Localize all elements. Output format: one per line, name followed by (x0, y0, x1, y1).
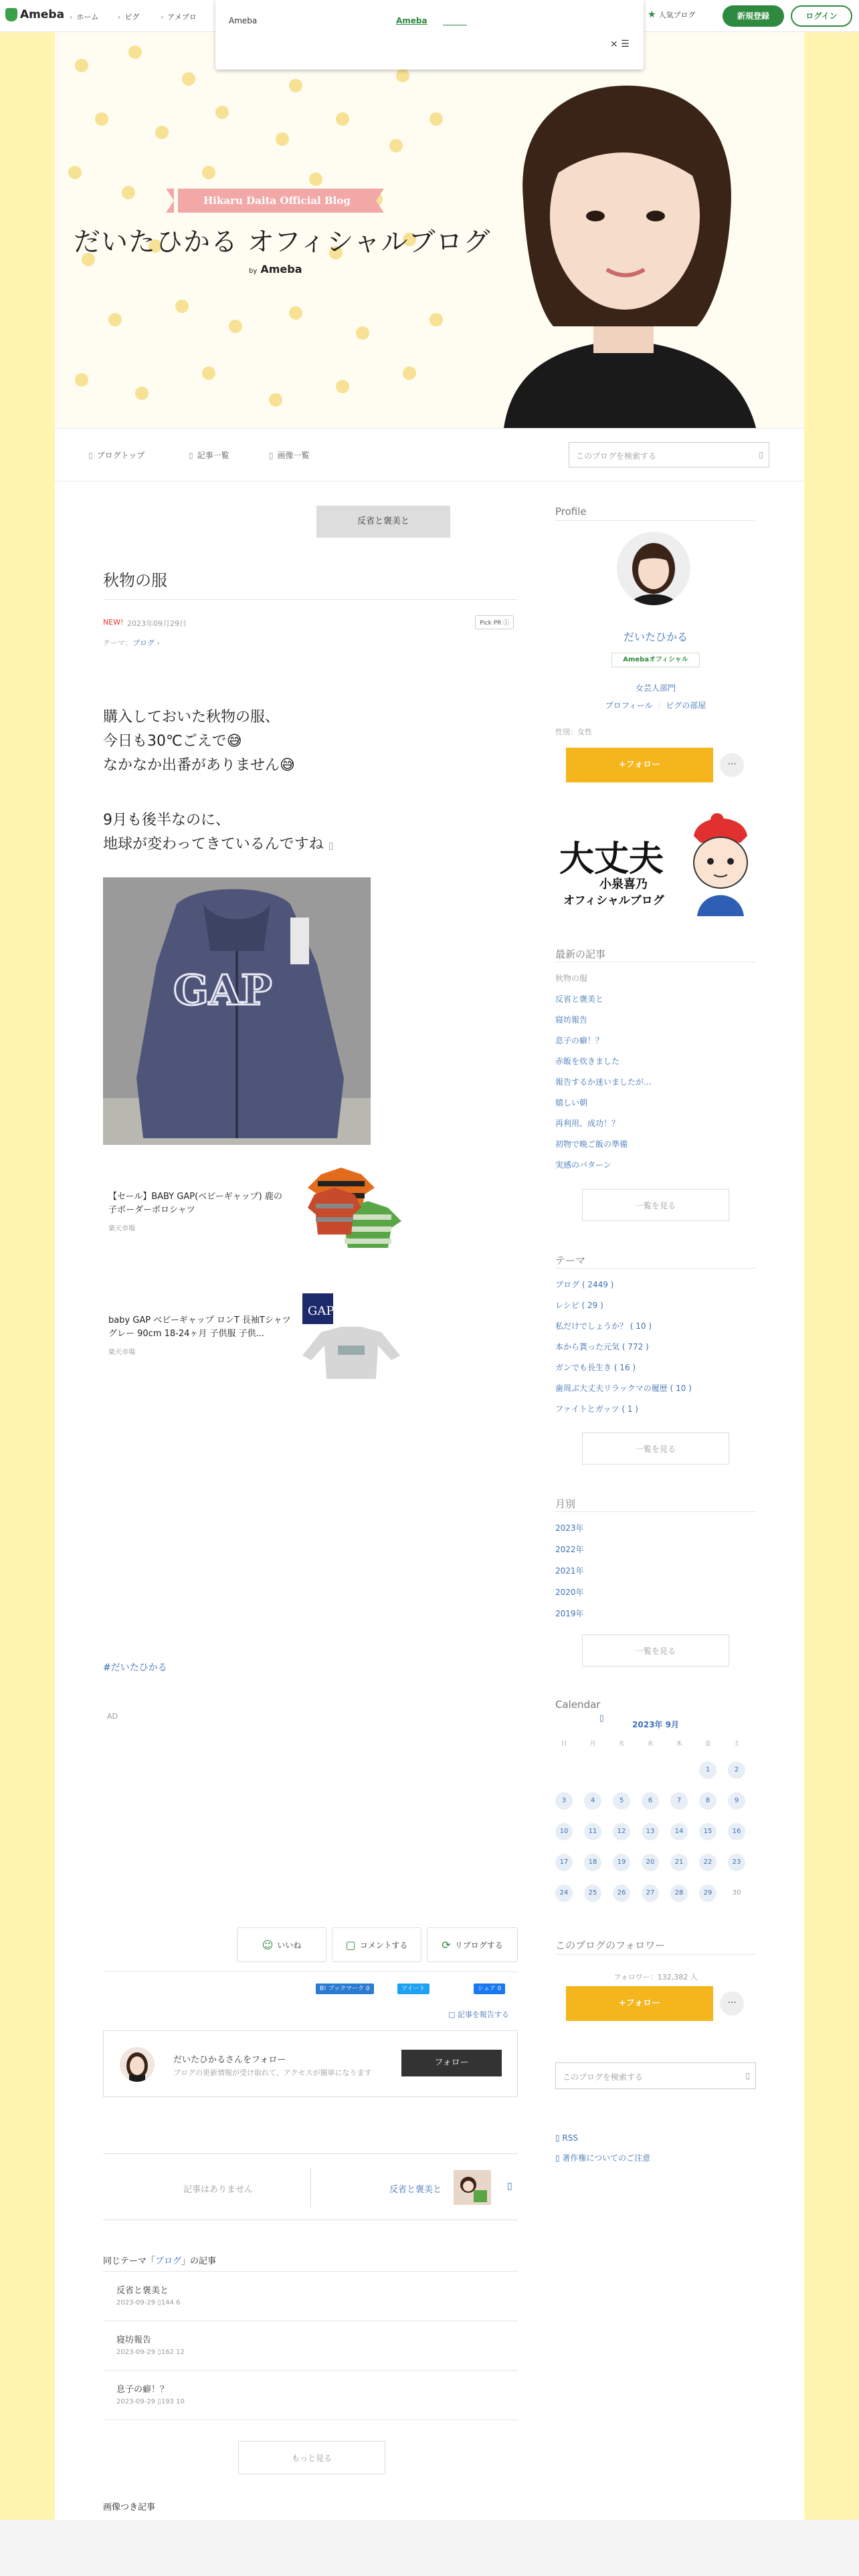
notification-popup (215, 0, 644, 70)
calendar-day[interactable]: 25 (584, 1885, 601, 1902)
reblog-button[interactable]: ⟳ リブログする (427, 1927, 518, 1962)
calendar-weekday: 火 (618, 1741, 625, 1747)
more-options-icon[interactable]: ··· (720, 753, 744, 777)
calendar-weekday: 日 (561, 1741, 567, 1747)
latest-article-2[interactable]: 反省と褒美と (555, 994, 604, 1004)
banner-character-illustration (684, 809, 757, 916)
follow-button-followers[interactable]: +フォロー (566, 1986, 713, 2021)
calendar-day[interactable]: 29 (699, 1885, 717, 1902)
calendar-month: 2023年 9月 (632, 1720, 679, 1729)
profile-gender: 性別：女性 (555, 728, 592, 736)
new-badge: NEW! (103, 618, 124, 627)
copyright-icon: ▯ (555, 2153, 563, 2163)
rss-icon: ▯ (555, 2133, 563, 2143)
header-dot (336, 380, 349, 393)
calendar-day[interactable]: 9 (728, 1792, 745, 1810)
calendar-day[interactable]: 3 (555, 1792, 573, 1810)
follow-box: だいたひかるさんをフォロー ブログの更新情報が受け取れて、アクセスが簡単になります フォロー (103, 2030, 518, 2097)
header-dot (269, 393, 282, 407)
profile-avatar[interactable] (617, 532, 690, 605)
calendar-heading: Calendar (555, 1699, 601, 1711)
ad-label: AD (107, 1712, 118, 1721)
star-icon: ★ (648, 9, 656, 20)
related-article-2[interactable]: 寝坊報告 (116, 2335, 152, 2345)
month-more-button[interactable]: 一覧を見る (582, 1634, 729, 1667)
smile-icon: ☺ (262, 1938, 274, 1951)
nav-ameblo[interactable]: › アメブロ (161, 11, 197, 22)
related-meta-3: 2023-09-29 ▯193 10 (116, 2398, 185, 2405)
latest-article-1[interactable]: 秋物の服 (555, 974, 588, 983)
search-icon[interactable]: ▯ (759, 450, 763, 459)
calendar-day[interactable]: 22 (699, 1854, 717, 1871)
calendar-weekday: 木 (676, 1741, 682, 1747)
popular-blog-link[interactable]: ★ 人気ブログ (648, 9, 696, 20)
blog-title[interactable]: だいたひかる オフィシャルブログ (74, 227, 491, 257)
login-button[interactable]: ログイン (791, 5, 852, 27)
followers-heading: このブログのフォロワー (555, 1939, 666, 1951)
article-date: 2023年09月29日 (127, 619, 187, 628)
header-dot (356, 326, 369, 340)
header-dot (135, 387, 149, 400)
followers-count: フォロワー：132,382 人 (613, 1973, 698, 1981)
blog-subnav (55, 428, 804, 481)
header-dot (430, 313, 443, 326)
calendar-day[interactable]: 17 (555, 1854, 573, 1871)
blog-search-input[interactable]: このブログを検索する ▯ (569, 442, 769, 467)
calendar-day[interactable]: 30 (728, 1885, 745, 1902)
nav-home[interactable]: › ホーム (70, 11, 98, 22)
calendar-day[interactable]: 26 (613, 1885, 630, 1902)
related-meta-2: 2023-09-29 ▯162 12 (116, 2349, 185, 2356)
month-link-2[interactable]: 2022年 (555, 1545, 584, 1554)
prev-article-link[interactable]: 反省と褒美と (389, 2185, 442, 2195)
latest-heading: 最新の記事 (555, 948, 606, 960)
calendar-day[interactable]: 27 (642, 1885, 659, 1902)
facebook-share-button[interactable]: シェア 0 (474, 1983, 505, 1994)
comment-icon: ▢ (345, 1938, 356, 1951)
product-card-1[interactable]: 【セール】BABY GAP(ベビーギャップ) 鹿の子ボーダーポロシャツ 楽天市場 (108, 1192, 282, 1232)
more-related-button[interactable]: もっと見る (238, 2441, 385, 2474)
calendar-day[interactable]: 20 (642, 1854, 659, 1871)
ameba-logo[interactable]: Ameba (5, 8, 64, 21)
ad-banner-daijoubu[interactable]: 大丈夫 小泉喜乃 オフィシャルブログ (559, 809, 760, 916)
report-icon: ▢ (448, 2010, 458, 2019)
theme-heading: テーマ (555, 1255, 586, 1267)
calendar-day[interactable]: 23 (728, 1854, 745, 1871)
calendar-day[interactable]: 13 (642, 1823, 659, 1840)
report-link[interactable]: ▢ 記事を報告する (448, 2010, 509, 2019)
article-title: 秋物の服 (103, 571, 167, 590)
header-dot (68, 166, 82, 179)
header-dot (155, 126, 169, 139)
header-portrait (443, 59, 804, 428)
latest-more-button[interactable]: 一覧を見る (582, 1189, 729, 1221)
month-link-4[interactable]: 2020年 (555, 1588, 584, 1597)
header-dot (403, 366, 416, 380)
related-article-1[interactable]: 反省と褒美と (116, 2286, 169, 2296)
theme-link-5[interactable]: ガンでも長生き ( 16 ) (555, 1363, 636, 1372)
calendar-day[interactable]: 7 (670, 1792, 688, 1810)
article-pager (103, 2153, 518, 2220)
theme-link[interactable]: ブログ (132, 639, 155, 647)
theme-link-1[interactable]: ブログ ( 2449 ) (555, 1280, 614, 1289)
product-image-polo[interactable] (301, 1168, 401, 1261)
article-photo-jacket (103, 877, 371, 1145)
blog-header (55, 32, 804, 428)
theme-link-7[interactable]: ファイトとガッツ ( 1 ) (555, 1404, 638, 1414)
header-dot (95, 112, 108, 126)
calendar-day[interactable]: 11 (584, 1823, 601, 1840)
calendar-day[interactable]: 5 (613, 1792, 630, 1810)
home-icon: ▯ (88, 451, 93, 460)
by-ameba: by Ameba (249, 263, 302, 276)
header-dot (276, 132, 289, 146)
follow-button-article[interactable]: フォロー (401, 2050, 502, 2076)
product-card-2[interactable]: baby GAP ベビーギャップ ロンT 長袖Tシャツ グレー 90cm 18-24ヶ月 子供服 子供... 楽天市場 (108, 1315, 291, 1356)
latest-article-3[interactable]: 寝坊報告 (555, 1015, 588, 1025)
official-badge: Amebaオフィシャル (611, 653, 700, 667)
register-button[interactable]: 新規登録 (723, 5, 784, 27)
nav-article-list[interactable]: ▯ 記事一覧 (189, 451, 229, 460)
article-body-1: 購入しておいた秋物の服、 今日も30℃ごえで😅 なかなか出番がありません😅 (103, 709, 295, 774)
theme-more-button[interactable]: 一覧を見る (582, 1432, 729, 1465)
related-meta-1: 2023-09-29 ▯144 6 (116, 2299, 181, 2306)
like-button[interactable]: ☺ いいね (237, 1927, 326, 1962)
comment-button[interactable]: ▢ コメントする (332, 1927, 421, 1962)
month-heading: 月別 (555, 1498, 576, 1510)
list-icon: ▯ (189, 451, 193, 460)
calendar-day[interactable]: 4 (584, 1792, 601, 1810)
product-image-longtee[interactable] (301, 1292, 401, 1386)
month-link-1[interactable]: 2023年 (555, 1523, 584, 1533)
close-icon[interactable]: × ☰ (610, 39, 630, 49)
header-dot (289, 306, 302, 320)
svg-text:GAP: GAP (308, 1304, 335, 1318)
header-dot (389, 139, 403, 152)
image-icon: ▯ (269, 451, 274, 460)
header-ribbon: Hikaru Daita Official Blog (178, 189, 376, 213)
calendar-day[interactable]: 8 (699, 1792, 717, 1810)
profile-category[interactable]: 女芸人部門 (635, 683, 676, 693)
header-dot (215, 106, 229, 119)
header-dot (175, 300, 189, 313)
popup-link[interactable]: Ameba (396, 16, 427, 25)
chevron-right-icon[interactable]: ▯ (507, 2181, 512, 2191)
header-dot (108, 313, 122, 326)
theme-link-3[interactable]: 私だけでしょうか？ ( 10 ) (555, 1321, 652, 1331)
header-dot (75, 373, 88, 387)
related-article-3[interactable]: 息子の癖！？ (116, 2385, 169, 2395)
nav-pigg[interactable]: › ピグ (118, 11, 139, 22)
same-theme-heading: 同じテーマ「ブログ」の記事 (103, 2256, 217, 2266)
header-dot (289, 79, 302, 92)
header-dot (75, 59, 88, 72)
latest-article-9[interactable]: 初物で晩ご飯の準備 (555, 1140, 628, 1149)
article-body-2: 9月も後半なのに、 地球が変わってきているんですね ▯ (103, 812, 334, 853)
latest-article-5[interactable]: 赤飯を炊きました (555, 1057, 620, 1066)
header-dot (122, 186, 135, 199)
calendar-day[interactable]: 21 (670, 1854, 688, 1871)
profile-name[interactable]: だいたひかる (623, 631, 688, 643)
header-dot (430, 112, 443, 126)
calendar-day[interactable]: 14 (670, 1823, 688, 1840)
copyright-link[interactable]: ▯ 著作権についてのご注意 (555, 2153, 651, 2163)
hashtag-link[interactable]: #だいたひかる (103, 1662, 167, 1673)
calendar-day[interactable]: 10 (555, 1823, 573, 1840)
calendar-weekday: 月 (589, 1741, 596, 1747)
calendar-day[interactable]: 6 (642, 1792, 659, 1810)
author-avatar-small (120, 2047, 155, 2082)
prev-article-thumb[interactable] (454, 2170, 491, 2205)
prev-article-button[interactable]: 反省と褒美と (316, 506, 450, 538)
tweet-button[interactable]: ツイート (397, 1983, 430, 1994)
header-dot (309, 173, 322, 186)
calendar-weekday: 水 (647, 1741, 654, 1747)
calendar-day[interactable]: 1 (699, 1761, 717, 1779)
hatena-bookmark-button[interactable]: B! ブックマーク 0 (316, 1983, 374, 1994)
calendar-weekday: 土 (733, 1741, 740, 1747)
calendar-prev-icon[interactable]: ▯ (599, 1713, 604, 1723)
image-articles-heading: 画像つき記事 (103, 2502, 156, 2512)
header-dot (336, 112, 349, 126)
calendar-day[interactable]: 24 (555, 1885, 573, 1902)
header-dot (202, 366, 215, 380)
month-link-5[interactable]: 2019年 (555, 1609, 584, 1618)
header-dot (396, 69, 409, 82)
header-dot (128, 45, 142, 59)
calendar-day[interactable]: 16 (728, 1823, 745, 1840)
theme-link-2[interactable]: レシピ ( 29 ) (555, 1301, 603, 1310)
next-none: 記事はありません (183, 2185, 254, 2195)
calendar-day[interactable]: 15 (699, 1823, 717, 1840)
latest-article-4[interactable]: 息子の癖！？ (555, 1036, 604, 1045)
calendar-day[interactable]: 19 (613, 1854, 630, 1871)
pigg-room-link[interactable]: ピグの部屋 (666, 701, 706, 710)
latest-article-6[interactable]: 報告するか迷いましたが… (555, 1077, 652, 1087)
theme-link-4[interactable]: 本から貰った元気 ( 772 ) (555, 1342, 649, 1352)
profile-heading: Profile (555, 506, 587, 518)
article-theme: テーマ：ブログ › (103, 639, 160, 647)
latest-article-8[interactable]: 再利用、成功！？ (555, 1119, 620, 1128)
sidebar-search-input[interactable]: このブログを検索する ▯ (555, 2062, 756, 2089)
nav-image-list[interactable]: ▯ 画像一覧 (269, 451, 310, 460)
theme-link-6[interactable]: 歯周ぶ大丈夫リラックマの履歴 ( 10 ) (555, 1384, 692, 1393)
calendar-weekday: 金 (704, 1741, 711, 1747)
popup-label: Ameba (229, 16, 258, 25)
month-link-3[interactable]: 2021年 (555, 1566, 584, 1576)
more-options-icon-2[interactable]: ··· (720, 1992, 744, 2016)
reblog-icon: ⟳ (442, 1938, 451, 1951)
header-dot (182, 72, 195, 86)
calendar-day[interactable]: 12 (613, 1823, 630, 1840)
calendar-day[interactable]: 2 (728, 1761, 745, 1779)
latest-article-7[interactable]: 嬉しい朝 (555, 1098, 588, 1107)
search-icon-2[interactable]: ▯ (745, 2071, 750, 2080)
header-dot (202, 166, 215, 179)
pick-pr-button[interactable]: Pick PR ⓘ (475, 615, 514, 629)
ameba-logo-icon (5, 8, 17, 21)
svg-text:GAP: GAP (173, 966, 272, 1014)
nav-blog-top[interactable]: ▯ ブログトップ (88, 451, 145, 460)
header-dot (229, 320, 242, 333)
profile-links: プロフィール ｜ ピグの部屋 (605, 701, 706, 710)
follow-button-sidebar[interactable]: +フォロー (566, 748, 713, 782)
rss-link[interactable]: ▯ RSS (555, 2133, 578, 2143)
broken-image-icon: ▯ (328, 841, 334, 851)
calendar-day[interactable]: 18 (584, 1854, 601, 1871)
profile-link[interactable]: プロフィール (605, 701, 653, 710)
latest-article-10[interactable]: 実感のパターン (555, 1160, 611, 1170)
calendar-day[interactable]: 28 (670, 1885, 688, 1902)
